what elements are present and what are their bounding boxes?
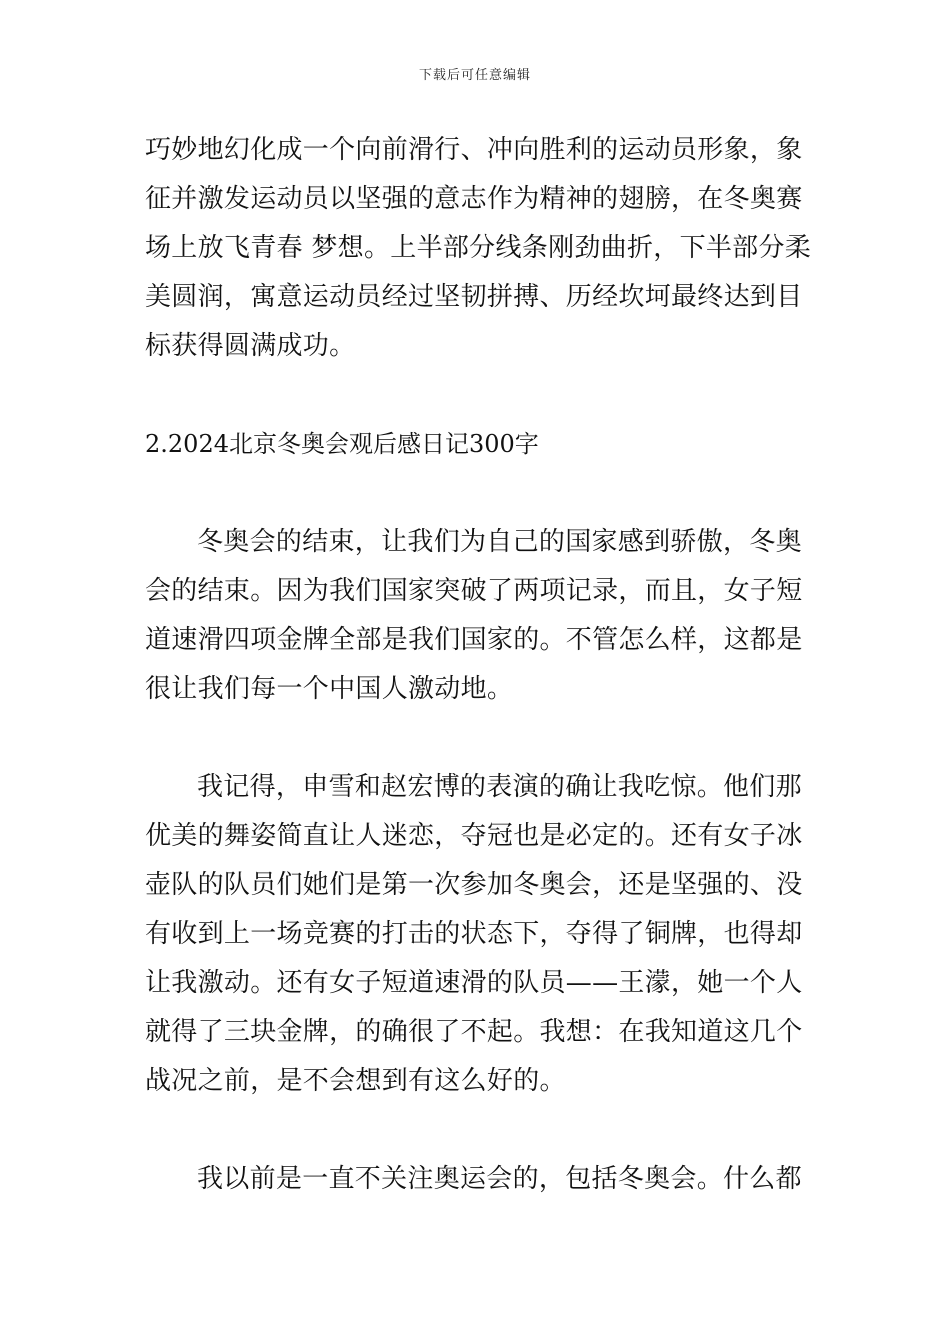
text-line: 冬奥会的结束，让我们为自己的国家感到骄傲，冬奥 xyxy=(197,527,802,557)
text-line: 征并激发运动员以坚强的意志作为精神的翅膀，在冬奥赛 xyxy=(145,184,803,214)
paragraph-2 xyxy=(145,763,809,1106)
text-line: 标获得圆满成功。 xyxy=(145,331,356,361)
text-line: 我记得，申雪和赵宏博的表演的确让我吃惊。他们那 xyxy=(197,772,802,802)
text-line: 有收到上一场竞赛的打击的状态下，夺得了铜牌，也得却 xyxy=(145,919,803,949)
text-line: 战况之前，是不会想到有这么好的。 xyxy=(145,1066,566,1096)
paragraph-3 xyxy=(145,1155,809,1204)
text-line: 会的结束。因为我们国家突破了两项记录，而且，女子短 xyxy=(145,576,803,606)
text-line: 让我激动。还有女子短道速滑的队员——王濛，她一个人 xyxy=(145,968,803,998)
text-line: 就得了三块金牌，的确很了不起。我想：在我知道这几个 xyxy=(145,1017,803,1047)
text-line: 美圆润，寓意运动员经过坚韧拼搏、历经坎坷最终达到目 xyxy=(145,282,803,312)
text-line: 场上放飞青春 梦想。上半部分线条刚劲曲折，下半部分柔 xyxy=(145,233,812,263)
paragraph-1 xyxy=(145,518,809,714)
paragraph-gap xyxy=(145,1106,809,1155)
paragraph-gap xyxy=(145,469,809,518)
text-line: 很让我们每一个中国人激动地。 xyxy=(145,674,514,704)
paragraph-gap xyxy=(145,371,809,420)
text-line: 优美的舞姿简直让人迷恋，夺冠也是必定的。还有女子冰 xyxy=(145,821,803,851)
page-header: 下载后可任意编辑 xyxy=(418,68,531,83)
document-body xyxy=(145,126,812,1204)
text-line: 道速滑四项金牌全部是我们国家的。不管怎么样，这都是 xyxy=(145,625,803,655)
paragraph-intro xyxy=(145,126,812,371)
text-line: 我以前是一直不关注奥运会的，包括冬奥会。什么都 xyxy=(197,1164,802,1194)
text-line: 巧妙地幻化成一个向前滑行、冲向胜利的运动员形象，象 xyxy=(145,135,803,165)
section-heading: 2.2024北京冬奥会观后感日记300字 xyxy=(145,430,539,458)
paragraph-gap xyxy=(145,714,809,763)
text-line: 壶队的队员们她们是第一次参加冬奥会，还是坚强的、没 xyxy=(145,870,803,900)
